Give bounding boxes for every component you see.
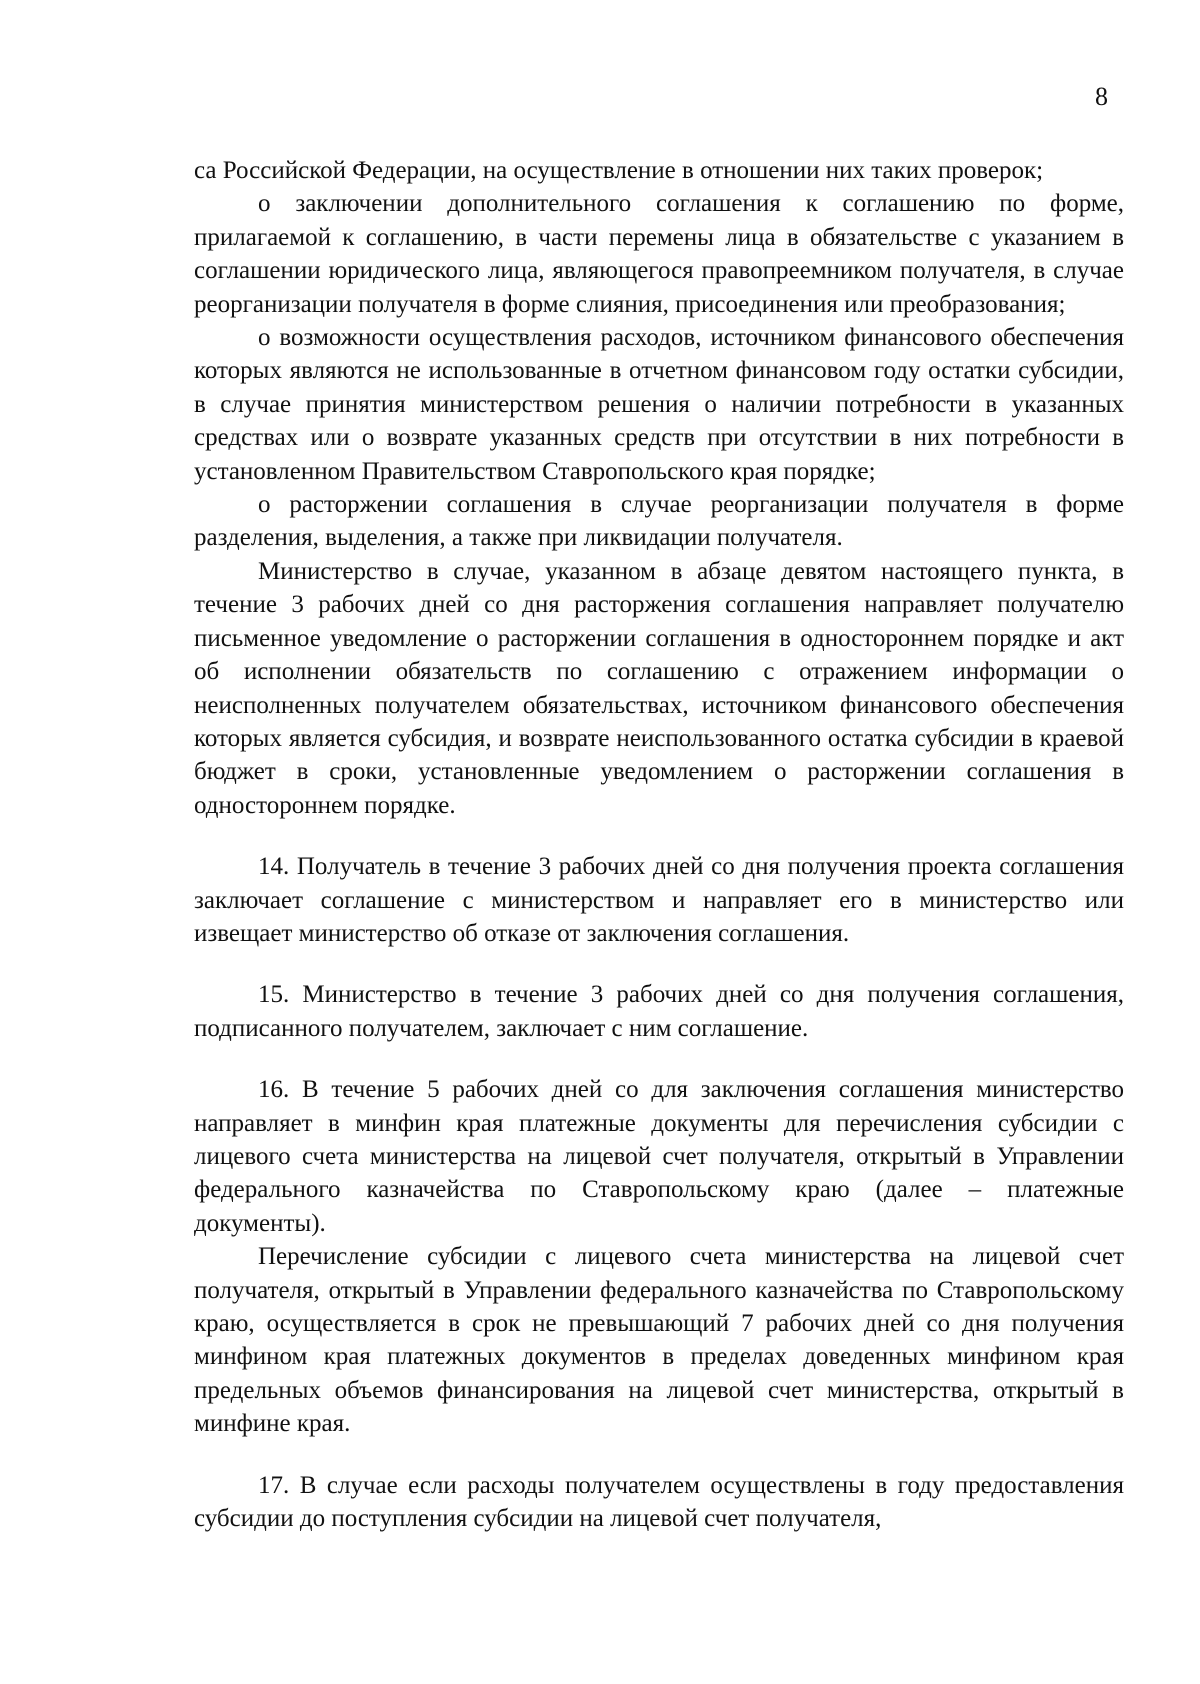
page-number: 8 xyxy=(1095,82,1108,111)
document-body xyxy=(194,154,1124,1535)
paragraph-clause-16: 16. В течение 5 рабочих дней со для заключения соглашения министерство направляет в минфин края платежные документы для перечисления субсидии с лицевого счета министерства на лицевой счет получателя, открытый в Управлении федерального казначейства по Ставропольскому краю (далее – платежные документы). xyxy=(194,1076,1124,1237)
paragraph-ministry-notice: Министерство в случае, указанном в абзаце девятом настоящего пункта, в течение 3 рабочих дней со дня расторжения соглашения направляет получателю письменное уведомление о расторжении соглашения в одностороннем порядке и акт об исполнении обязательств по соглашению с отражением информации о неисполненных получателем обязательствах, источником финансового обеспечения которых является субсидия, и возврате неиспользованного остатка субсидии в краевой бюджет в сроки, установленные уведомлением о расторжении соглашения в одностороннем порядке. xyxy=(194,557,1124,819)
paragraph-clause-17: 17. В случае если расходы получателем осуществлены в году предоставления субсидии до поступления субсидии на лицевой счет получателя, xyxy=(194,1471,1124,1533)
paragraph-expense-possibility: о возможности осуществления расходов, источником финансового обеспечения которых являются не использованные в отчетном финансовом году остатки субсидии, в случае принятия министерством решения о наличии потребности в указанных средствах или о возврате указанных средств при отсутствии в них потребности в установленном Правительством Ставропольского края порядке; xyxy=(194,324,1124,485)
paragraph-clause-14: 14. Получатель в течение 3 рабочих дней со дня получения проекта соглашения заключает соглашение с министерством и направляет его в министерство или извещает министерство об отказе от заключения соглашения. xyxy=(194,853,1124,947)
paragraph-subsidy-transfer: Перечисление субсидии с лицевого счета министерства на лицевой счет получателя, открытый в Управлении федерального казначейства по Ставропольскому краю, осуществляется в срок не превышающий 7 рабочих дней со дня получения минфином края платежных документов в пределах доведенных минфином края предельных объемов финансирования на лицевой счет министерства, открытый в минфине края. xyxy=(194,1243,1124,1438)
paragraph-termination: о расторжении соглашения в случае реорганизации получателя в форме разделения, выделения, а также при ликвидации получателя. xyxy=(194,491,1124,552)
paragraph-continuation: са Российской Федерации, на осуществление в отношении них таких проверок; xyxy=(194,157,1044,184)
paragraph-clause-15: 15. Министерство в течение 3 рабочих дней со дня получения соглашения, подписанного получателем, заключает с ним соглашение. xyxy=(194,981,1124,1042)
paragraph-additional-agreement: о заключении дополнительного соглашения к соглашению по форме, прилагаемой к соглашению, в части перемены лица в обязательстве с указанием в соглашении юридического лица, являющегося правопреемником получателя, в случае реорганизации получателя в форме слияния, присоединения или преобразования; xyxy=(194,190,1124,318)
